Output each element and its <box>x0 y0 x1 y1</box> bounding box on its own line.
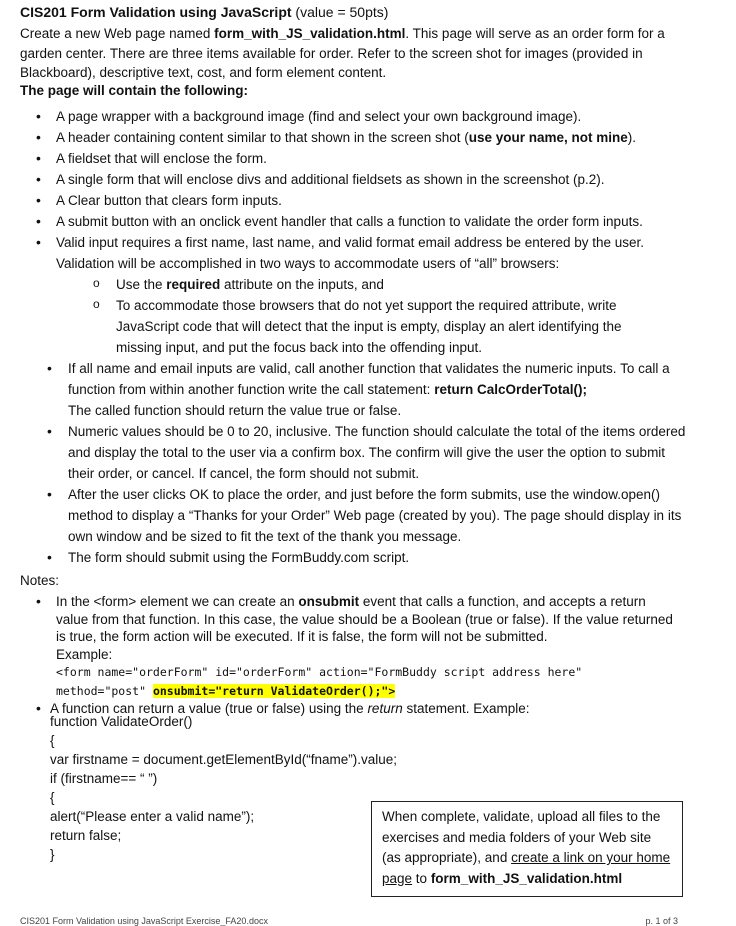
list-item-bold: return CalcOrderTotal(); <box>434 382 587 397</box>
box-text: When complete, validate, upload all files to the exercises and media folders of your Web site (as appropriate), and <box>382 809 661 865</box>
list-item-text: A header containing content similar to that shown in the screen shot ( <box>56 130 469 145</box>
list-item-text: ). <box>627 130 637 145</box>
intro-filename: form_with_JS_validation.html <box>214 26 406 41</box>
sub-item-bold: required <box>166 277 221 292</box>
note-text: statement. Example: <box>402 701 530 716</box>
function-example <box>50 712 397 864</box>
list-item-bold: use your name, not mine <box>468 130 628 145</box>
code-line: var firstname = document.getElementById(“fname”).value; <box>50 752 398 767</box>
code-line: alert(“Please enter a valid name”); <box>50 809 255 824</box>
list-item <box>0 358 688 421</box>
list-item: • The form should submit using the FormBuddy.com script. <box>0 547 688 568</box>
list-item <box>0 127 676 148</box>
box-link-text: create a link on your home page <box>382 850 671 886</box>
list-item: • A Clear button that clears form inputs. <box>0 190 676 211</box>
notes-heading: Notes: <box>20 573 60 588</box>
note-example-label: Example: <box>56 646 113 662</box>
title-main: CIS201 Form Validation using JavaScript <box>20 4 292 20</box>
intro-paragraph <box>20 24 680 83</box>
code-line: } <box>50 847 55 862</box>
list-item: • A submit button with an onclick event handler that calls a function to validate the order form inputs. <box>0 211 676 232</box>
list-item: • After the user clicks OK to place the order, and just before the form submits, use the window.open() method to display a “Thanks for your Order” Web page (created by you). The page should display in its own window and be sized to fit the text of the thank you message. <box>0 484 688 547</box>
page-title <box>20 4 388 20</box>
code-line: <form name="orderForm" id="orderForm" action="FormBuddy script address here" <box>56 665 583 679</box>
box-text: to <box>412 870 431 886</box>
footer-page-number: p. 1 of 3 <box>645 916 678 926</box>
note-text: In the <form> element we can create an <box>56 594 299 609</box>
code-line: return false; <box>50 828 122 843</box>
code-highlight: onsubmit="return ValidateOrder();"> <box>152 683 396 698</box>
note-text: event that calls a function, and accepts a return value from that function. In this case, the value should be a Boolean (true or false). If the value returned is true, the form action will be executed. If it is false, the form will not be submitted. <box>56 594 673 644</box>
sub-item-text: Use the <box>116 277 167 292</box>
notes-list <box>0 593 736 718</box>
list-item: • Numeric values should be 0 to 20, inclusive. The function should calculate the total of the items ordered and display the total to the user via a confirm box. The confirm will give the user the option to submit their order, or cancel. If cancel, the form should not submit. <box>0 421 688 484</box>
code-line: if (firstname== “ ”) <box>50 771 158 786</box>
section-heading: The page will contain the following: <box>20 83 248 98</box>
sub-item-text: attribute on the inputs, and <box>220 277 384 292</box>
list-item: • Valid input requires a first name, last name, and valid format email address be entered by the user. Validation will be accomplished in two ways to accommodate users of “all” browsers: <box>0 232 676 274</box>
box-filename: form_with_JS_validation.html <box>430 870 623 886</box>
code-line: function ValidateOrder() <box>50 714 193 729</box>
intro-text-1: Create a new Web page named <box>20 26 215 41</box>
sub-list-item <box>0 274 656 295</box>
list-item: • A fieldset that will enclose the form. <box>0 148 676 169</box>
intro-text-2: . This page will serve as an order form for a garden center. There are three items available for order. Refer to the screen shot for images (provided in Blackboard), descriptive text, cost, and form element content. <box>20 26 665 80</box>
note-italic: return <box>367 701 403 716</box>
list-item: • A page wrapper with a background image (find and select your own background image). <box>0 106 676 127</box>
code-line: method="post" <box>56 683 153 698</box>
code-line: { <box>50 790 55 805</box>
list-item: • A single form that will enclose divs and additional fieldsets as shown in the screenshot (p.2). <box>0 169 676 190</box>
title-value: (value = 50pts) <box>295 4 389 20</box>
sub-list-item: o To accommodate those browsers that do not yet support the required attribute, write JavaScript code that will detect that the input is empty, display an alert identifying the missing input, and put the focus back into the offending input. <box>0 295 656 358</box>
footer-filename: CIS201 Form Validation using JavaScript Exercise_FA20.docx <box>20 916 268 926</box>
note-item <box>0 593 676 700</box>
list-item-text: The called function should return the value true or false. <box>68 403 402 418</box>
list-item-text: If all name and email inputs are valid, call another function that validates the numeric inputs. To call a function from within another function write the call statement: <box>68 361 670 397</box>
page-footer <box>20 916 720 926</box>
requirements-list <box>0 106 736 568</box>
note-text: A function can return a value (true or false) using the <box>50 701 368 716</box>
note-bold: onsubmit <box>298 594 360 609</box>
completion-note-box <box>371 801 683 897</box>
code-line: { <box>50 733 55 748</box>
